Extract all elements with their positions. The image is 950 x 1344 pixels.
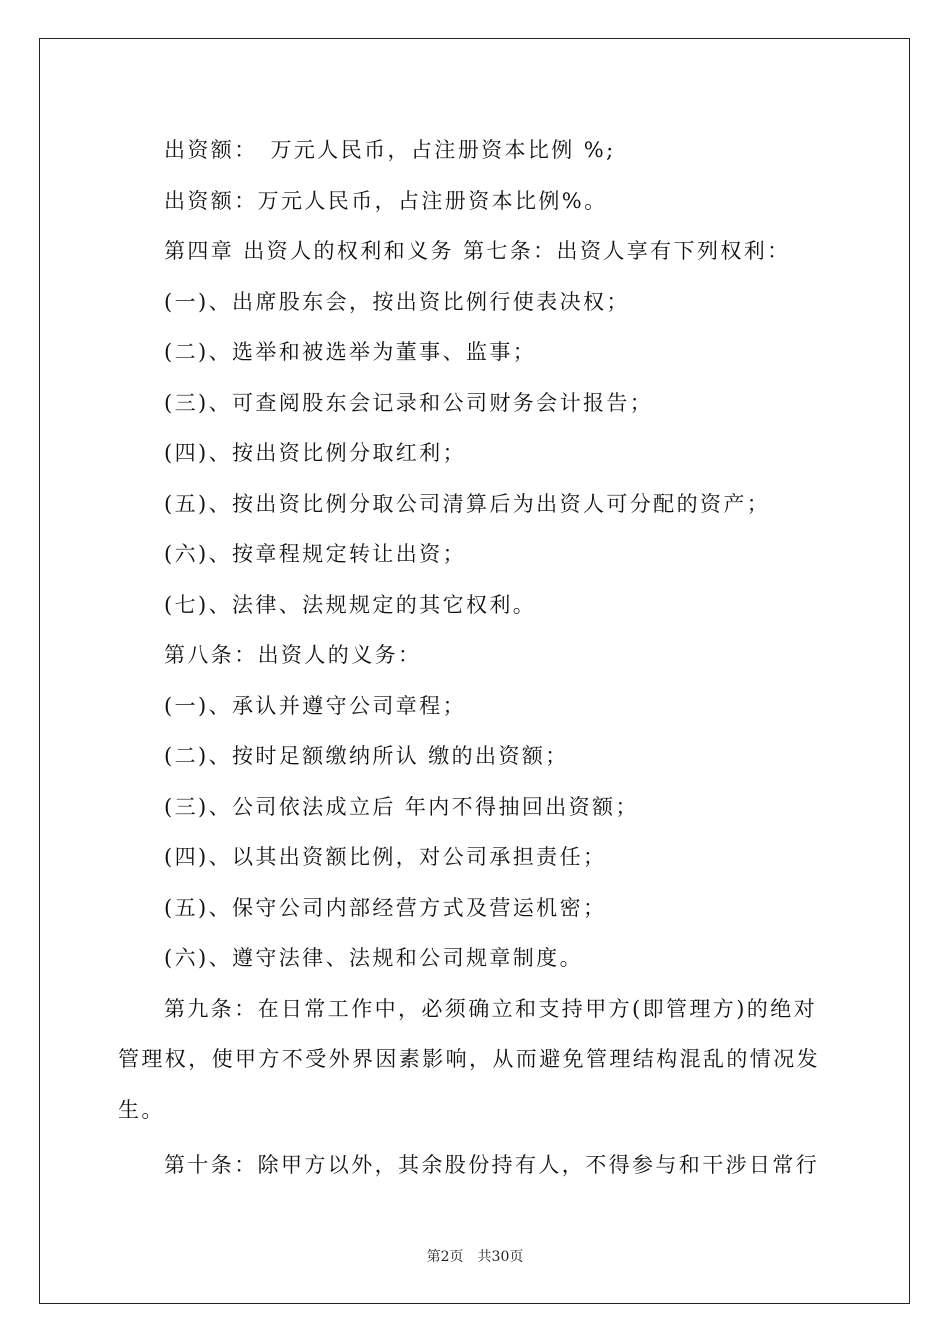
body-line: 出资额：万元人民币，占注册资本比例%。 — [164, 188, 608, 213]
list-item: (四)、按出资比例分取红利； — [164, 441, 466, 465]
paragraph-line: 第十条：除甲方以外，其余股份持有人，不得参与和干涉日常行 — [164, 1153, 820, 1177]
paragraph-line: 管理权，使甲方不受外界因素影响，从而避免管理结构混乱的情况发 — [118, 1047, 820, 1071]
paragraph-line: 生。 — [118, 1097, 165, 1122]
list-item: (五)、保守公司内部经营方式及营运机密； — [164, 895, 607, 920]
chapter-heading: 第四章 出资人的权利和义务 第七条：出资人享有下列权利： — [164, 239, 791, 263]
list-item: (四)、以其出资额比例，对公司承担责任； — [164, 845, 607, 869]
list-item: (三)、公司依法成立后 年内不得抽回出资额； — [164, 794, 639, 819]
article-heading: 第八条：出资人的义务： — [164, 643, 422, 667]
list-item: (七)、法律、法规规定的其它权利。 — [164, 592, 537, 617]
paragraph-line: 第九条：在日常工作中，必须确立和支持甲方(即管理方)的绝对 — [164, 996, 817, 1021]
article-9-paragraph — [118, 984, 838, 1136]
body-line: 出资额： 万元人民币，占注册资本比例 %; — [164, 138, 616, 162]
list-item: (六)、遵守法律、法规和公司规章制度。 — [164, 946, 583, 970]
list-item: (六)、按章程规定转让出资； — [164, 542, 466, 566]
article-10-paragraph — [118, 1140, 838, 1191]
list-item: (二)、按时足额缴纳所认 缴的出资额； — [164, 744, 569, 768]
list-item: (三)、可查阅股东会记录和公司财务会计报告； — [164, 390, 654, 415]
document-body — [118, 125, 838, 1191]
list-item: (五)、按出资比例分取公司清算后为出资人可分配的资产； — [164, 491, 771, 516]
page-number: 第2页 共30页 — [426, 1249, 524, 1265]
list-item: (二)、选举和被选举为董事、监事； — [164, 340, 537, 364]
list-item: (一)、出席股东会，按出资比例行使表决权； — [164, 289, 630, 314]
list-item: (一)、承认并遵守公司章程； — [164, 693, 466, 718]
